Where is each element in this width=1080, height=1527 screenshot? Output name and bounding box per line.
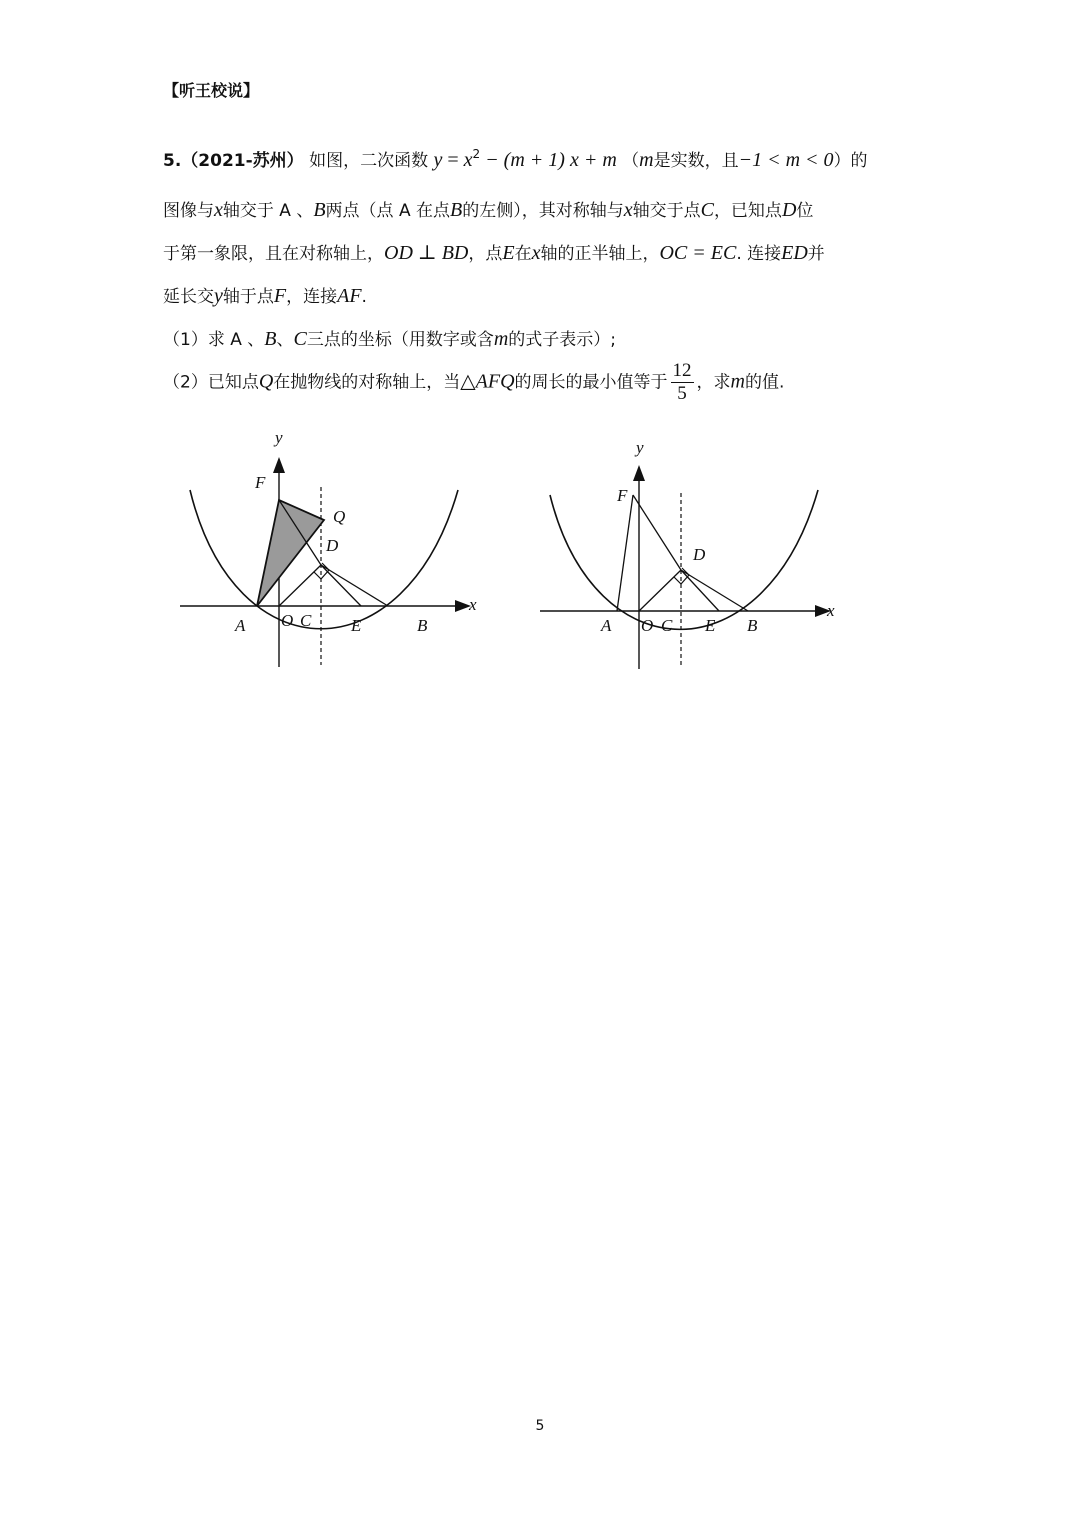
problem-number: 5. (163, 151, 182, 171)
label-A: A (235, 616, 246, 635)
var-x: x (623, 199, 633, 221)
equation-exponent: 2 (472, 147, 481, 161)
parabola-curve (550, 490, 818, 629)
text: 轴的正半轴上， (540, 244, 660, 264)
text: 延长交 (163, 287, 214, 307)
text: 轴交于点 (632, 201, 701, 221)
text: 的左侧），其对称轴与 (462, 201, 624, 221)
figure-left (175, 425, 495, 675)
text: 是实数，且 (653, 151, 739, 171)
text: 并 (807, 244, 825, 264)
var-Q: Q (258, 370, 274, 393)
equation-y: y (433, 149, 443, 171)
parabola-curve (190, 490, 458, 629)
text: ）的 (833, 151, 868, 171)
y-axis-arrow (633, 465, 645, 481)
text: 的值. (745, 372, 785, 393)
label-D: D (693, 545, 706, 564)
var-y: y (214, 285, 223, 307)
var-B: B (313, 199, 326, 221)
segment-OD (279, 565, 321, 606)
text: ，连接 (286, 287, 338, 307)
equation-equals: = (442, 149, 464, 171)
label-x: x (469, 595, 477, 614)
fraction-denominator: 5 (677, 383, 687, 404)
problem-line-2 (163, 196, 813, 222)
label-O: O (641, 616, 654, 635)
perpendicular-relation: OD ⊥ BD (384, 242, 469, 264)
text: . 连接 (736, 244, 782, 264)
text: 、 (276, 330, 294, 350)
problem-line-4 (163, 282, 367, 308)
label-C: C (300, 611, 312, 630)
label-y: y (636, 438, 644, 457)
label-E: E (705, 616, 716, 635)
equal-relation: OC = EC (659, 242, 737, 264)
label-E: E (351, 616, 362, 635)
problem-line-1 (163, 146, 868, 172)
var-m: m (639, 149, 654, 171)
label-Q: Q (333, 507, 346, 526)
label-F: F (255, 473, 266, 492)
fraction-numerator: 12 (672, 360, 692, 381)
text: 在 (514, 244, 532, 264)
label-C: C (661, 616, 673, 635)
text: 两点（点 A 在点 (325, 201, 450, 221)
text: ，点 (468, 244, 503, 264)
text: 如图，二次函数 (309, 151, 429, 171)
equation-x: x (463, 149, 473, 171)
question-2 (163, 360, 784, 405)
segment-OD (639, 570, 681, 611)
text: 在抛物线的对称轴上，当 (273, 372, 461, 393)
header-tag: 【听王校说】 (163, 81, 260, 100)
fraction-12-5 (671, 360, 694, 405)
text: 图像与 (163, 201, 214, 221)
y-axis-arrow (273, 457, 285, 473)
var-C: C (700, 199, 714, 221)
var-B: B (264, 328, 277, 350)
problem-source: （2021-苏州） (181, 151, 304, 171)
text: 轴于点 (222, 287, 274, 307)
text: （1）求 A 、 (163, 330, 265, 350)
label-B: B (747, 616, 758, 635)
label-y: y (275, 428, 283, 447)
var-F: F (273, 285, 287, 307)
segment-AF: AF (337, 285, 362, 307)
equation-rest: − (m + 1) x + m (480, 149, 617, 171)
problem-line-3 (163, 239, 825, 265)
var-x: x (214, 199, 223, 221)
text: 的周长的最小值等于 (514, 372, 668, 393)
label-A: A (601, 616, 612, 635)
label-x: x (827, 601, 835, 620)
text: （ (622, 151, 640, 171)
text: ，求 (696, 372, 731, 393)
segment-ED: ED (781, 242, 808, 264)
var-x: x (531, 242, 541, 264)
var-E: E (502, 242, 515, 264)
figure-right (535, 425, 855, 675)
var-m: m (493, 328, 509, 350)
label-B: B (417, 616, 428, 635)
text: ，已知点 (713, 201, 782, 221)
question-1 (163, 325, 616, 351)
text: 三点的坐标（用数字或含 (306, 330, 494, 350)
triangle-AFQ: △AFQ (460, 370, 515, 393)
text: 位 (796, 201, 814, 221)
segment-DB (681, 570, 748, 611)
label-O: O (281, 611, 294, 630)
var-C: C (293, 328, 307, 350)
m-range: −1 < m < 0 (738, 149, 834, 171)
var-m: m (730, 370, 745, 393)
segment-AF (617, 495, 633, 611)
var-D: D (781, 199, 797, 221)
text: （2）已知点 (163, 372, 259, 393)
segment-FD (633, 495, 681, 570)
page-number: 5 (535, 1418, 545, 1434)
label-D: D (326, 536, 339, 555)
label-F: F (617, 486, 628, 505)
var-B: B (449, 199, 463, 221)
text: 轴交于 A 、 (222, 201, 314, 221)
text: 于第一象限，且在对称轴上， (163, 244, 384, 264)
text: . (361, 287, 367, 307)
text: 的式子表示）; (508, 330, 617, 350)
